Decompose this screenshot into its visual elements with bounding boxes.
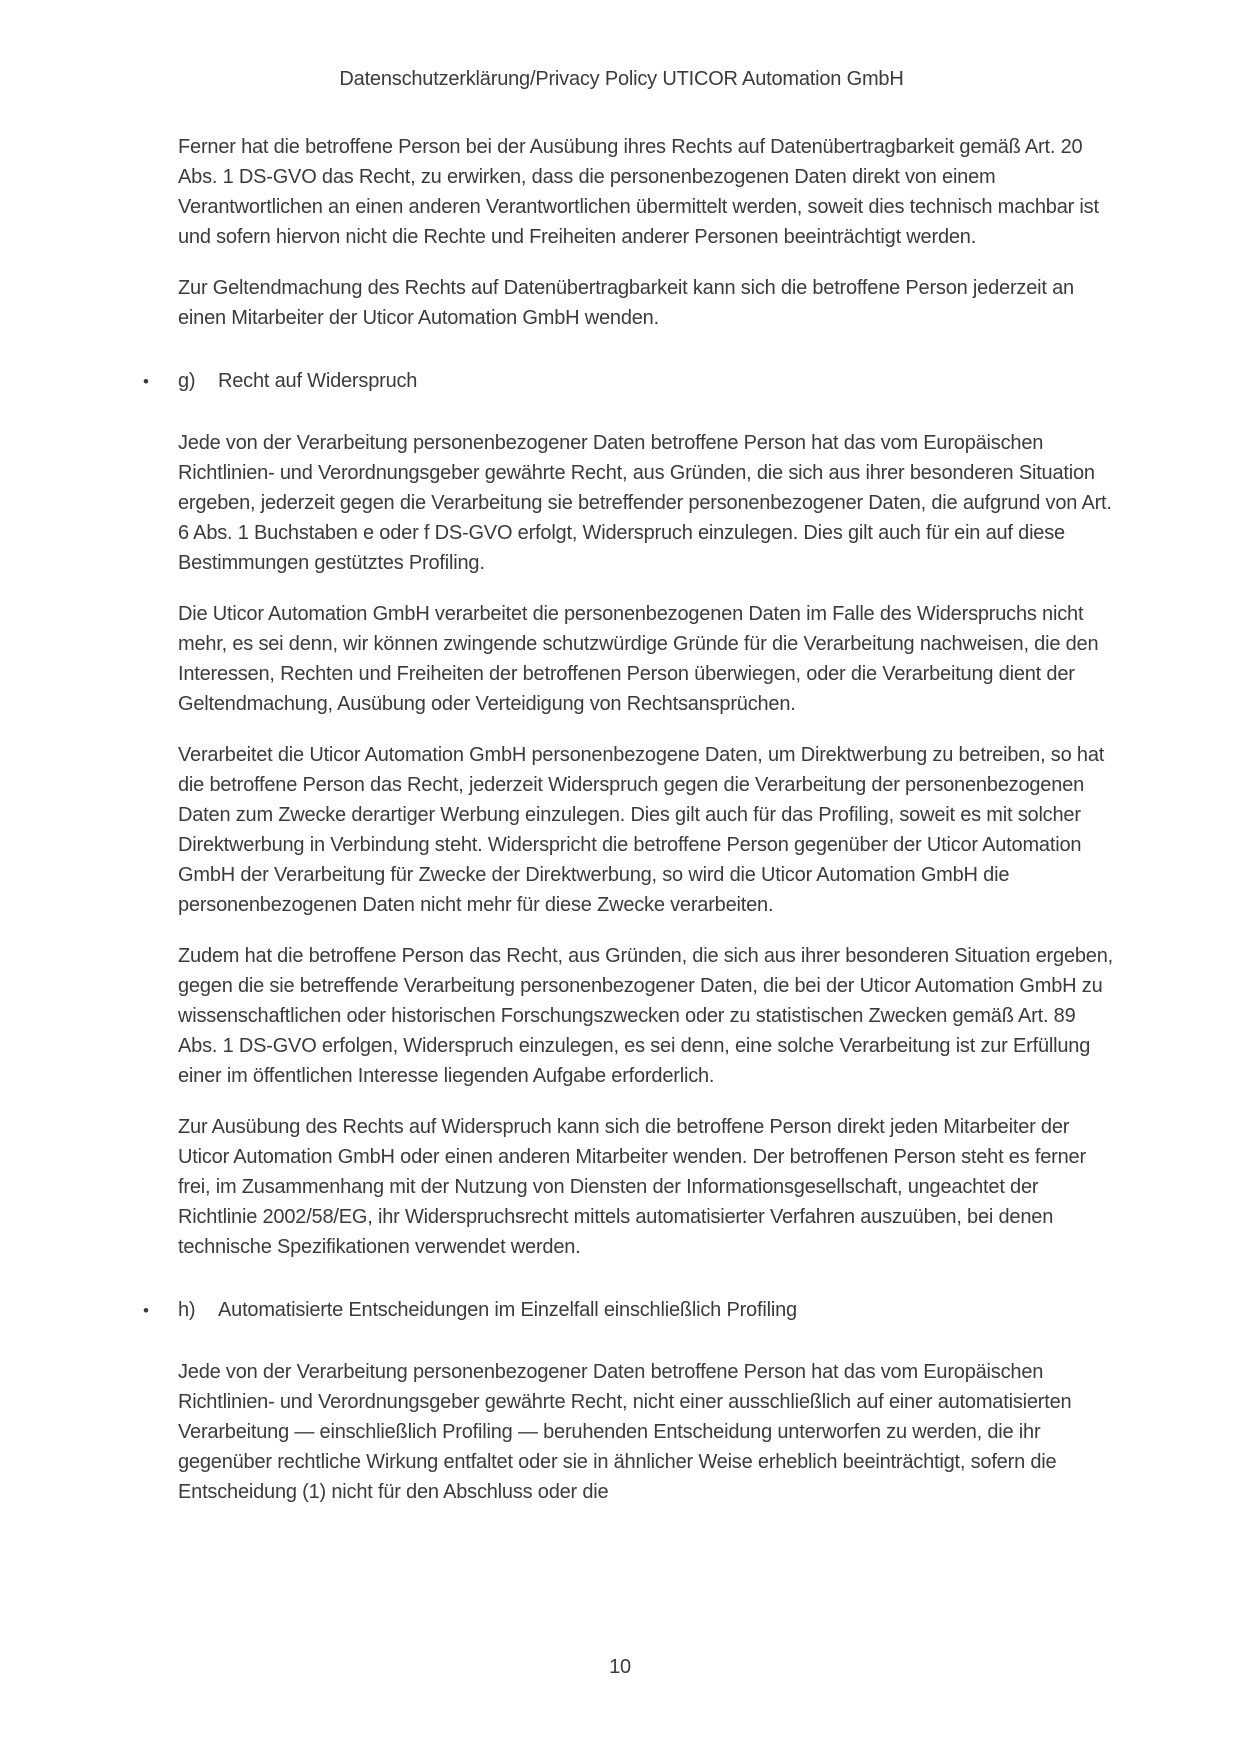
paragraph-data-portability-right: Ferner hat die betroffene Person bei der Ausübung ihres Rechts auf Datenübertragbarkeit gemäß Art. 20 Abs. 1 DS-GVO das Recht, zu erwirken, dass die personenbezogenen Daten direkt von einem Verantwortlichen an einen anderen Verantwortlichen übermittelt werden, soweit dies technisch machbar ist und sofern hiervon nicht die Rechte und Freiheiten anderer Personen beeinträchtigt werden. xyxy=(178,136,1099,248)
paragraph-research-statistics: Zudem hat die betroffene Person das Recht, aus Gründen, die sich aus ihrer besonderen Situation ergeben, gegen die sie betreffende Verarbeitung personenbezogener Daten, die bei der Uticor Automation GmbH zu wissenschaftlichen oder historischen Forschungszwecken oder zu statistischen Zwecken gemäß Art. 89 Abs. 1 DS-GVO erfolgen, Widerspruch einzulegen, es sei denn, eine solche Verarbeitung ist zur Erfüllung einer im öffentlichen Interesse liegenden Aufgabe erforderlich. xyxy=(178,945,1113,1087)
page-number: 10 xyxy=(609,1656,631,1678)
paragraph-automated-decisions: Jede von der Verarbeitung personenbezogener Daten betroffene Person hat das vom Europäischen Richtlinien- und Verordnungsgeber gewährte Recht, nicht einer ausschließlich auf einer automatisierten Verarbeitung — einschließlich Profiling — beruhenden Entscheidung unterworfen zu werden, die ihr gegenüber rechtliche Wirkung entfaltet oder sie in ähnlicher Weise erheblich beeinträchtigt, sofern die Entscheidung (1) nicht für den Abschluss oder die xyxy=(178,1361,1072,1503)
list-item-heading: Recht auf Widerspruch xyxy=(218,370,418,392)
paragraph-direct-marketing: Verarbeitet die Uticor Automation GmbH personenbezogene Daten, um Direktwerbung zu betreiben, so hat die betroffene Person das Recht, jederzeit Widerspruch gegen die Verarbeitung der personenbezogenen Daten zum Zwecke derartiger Werbung einzulegen. Dies gilt auch für das Profiling, soweit es mit solcher Direktwerbung in Verbindung steht. Widerspricht die betroffene Person gegenüber der Uticor Automation GmbH der Verarbeitung für Zwecke der Direktwerbung, so wird die Uticor Automation GmbH die personenbezogenen Daten nicht mehr für diese Zwecke verarbeiten. xyxy=(178,744,1105,916)
list-item-heading: Automatisierte Entscheidungen im Einzelfall einschließlich Profiling xyxy=(218,1299,797,1321)
bullet-icon: • xyxy=(143,1301,149,1320)
list-item-letter: h) xyxy=(178,1299,196,1321)
document-title: Datenschutzerklärung/Privacy Policy UTICOR Automation GmbH xyxy=(339,68,904,90)
document-body xyxy=(130,132,1113,1507)
paragraph-objection-right: Jede von der Verarbeitung personenbezogener Daten betroffene Person hat das vom Europäischen Richtlinien- und Verordnungsgeber gewährte Recht, aus Gründen, die sich aus ihrer besonderen Situation ergeben, jederzeit gegen die Verarbeitung sie betreffender personenbezogener Daten, die aufgrund von Art. 6 Abs. 1 Buchstaben e oder f DS-GVO erfolgt, Widerspruch einzulegen. Dies gilt auch für ein auf diese Bestimmungen gestütztes Profiling. xyxy=(178,432,1112,574)
paragraph-data-portability-contact: Zur Geltendmachung des Rechts auf Datenübertragbarkeit kann sich die betroffene Person jederzeit an einen Mitarbeiter der Uticor Automation GmbH wenden. xyxy=(178,277,1074,329)
list-item-h xyxy=(130,1295,1113,1326)
list-item-g xyxy=(130,366,1113,397)
paragraph-objection-processing-stop: Die Uticor Automation GmbH verarbeitet die personenbezogenen Daten im Falle des Widerspruchs nicht mehr, es sei denn, wir können zwingende schutzwürdige Gründe für die Verarbeitung nachweisen, die den Interessen, Rechten und Freiheiten der betroffenen Person überwiegen, oder die Verarbeitung dient der Geltendmachung, Ausübung oder Verteidigung von Rechtsansprüchen. xyxy=(178,603,1099,715)
paragraph-objection-exercise: Zur Ausübung des Rechts auf Widerspruch kann sich die betroffene Person direkt jeden Mitarbeiter der Uticor Automation GmbH oder einen anderen Mitarbeiter wenden. Der betroffenen Person steht es ferner frei, im Zusammenhang mit der Nutzung von Diensten der Informationsgesellschaft, ungeachtet der Richtlinie 2002/58/EG, ihr Widerspruchsrecht mittels automatisierter Verfahren auszuüben, bei denen technische Spezifikationen verwendet werden. xyxy=(178,1116,1086,1258)
bullet-icon: • xyxy=(143,372,149,391)
list-item-letter: g) xyxy=(178,370,196,392)
